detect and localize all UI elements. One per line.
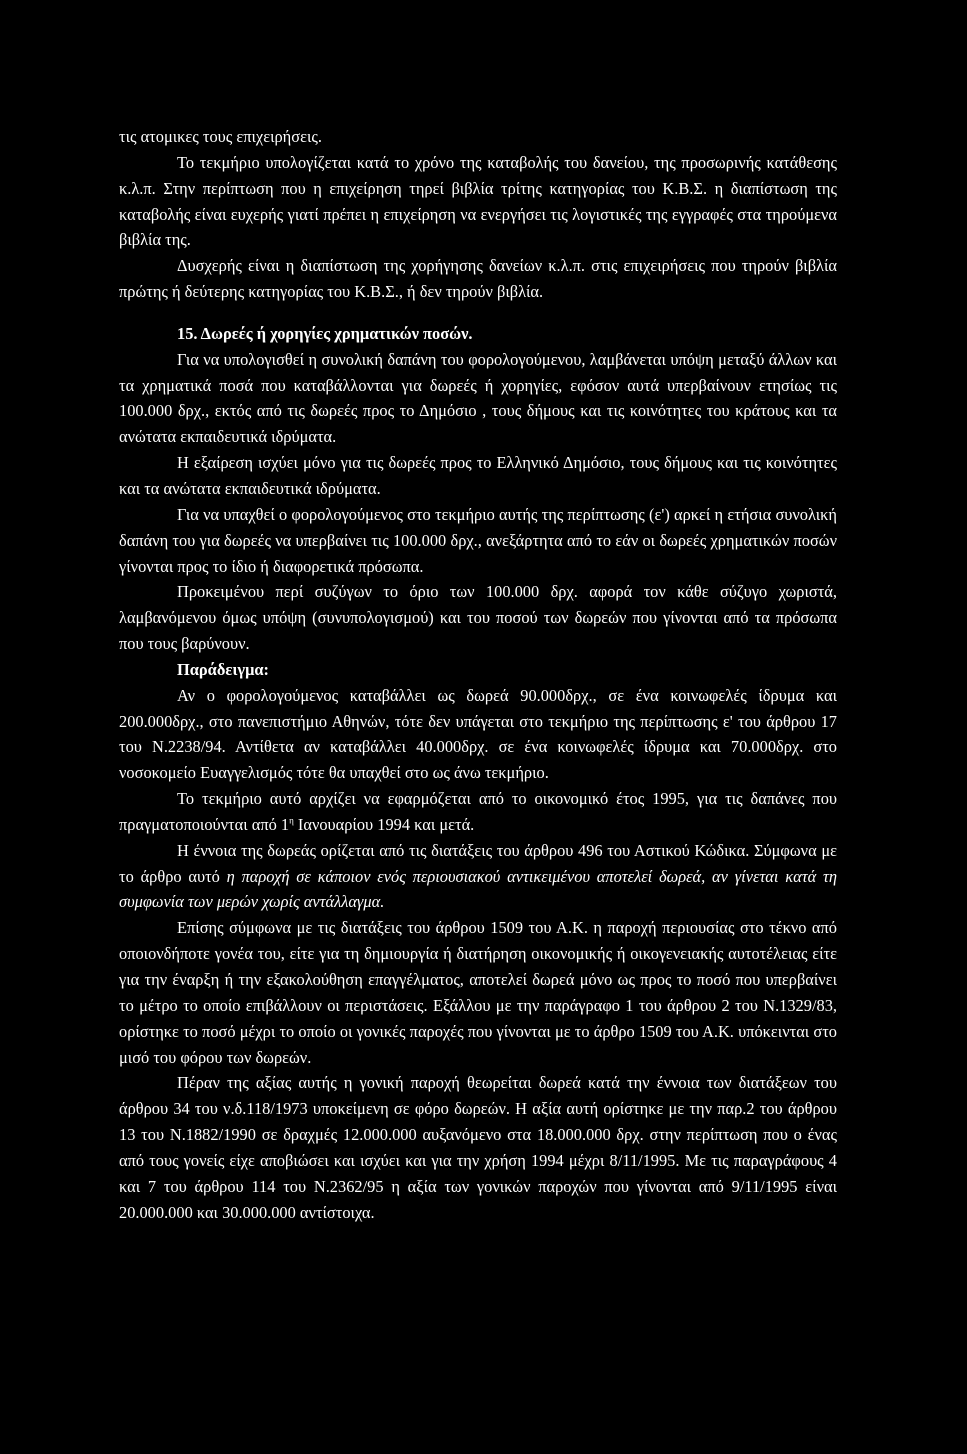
section-heading: 15. Δωρεές ή χορηγίες χρηματικών ποσών. bbox=[177, 323, 473, 343]
paragraph-text: Ιανουαρίου 1994 και μετά. bbox=[293, 814, 475, 834]
paragraph-text: Το τεκμήριο αυτό αρχίζει να εφαρμόζεται από το οικονομικό έτος 1995, για τις δαπάνες που πραγματοποιούνται από 1 bbox=[119, 789, 837, 834]
paragraph bbox=[119, 786, 837, 838]
paragraph: Για να υπολογισθεί η συνολική δαπάνη του φορολογούμενου, λαμβάνεται υπόψη μεταξύ άλλων και τα χρηματικά ποσά που καταβάλλονται για δωρεές ή χορηγίες, εφόσον αυτά υπερβαίνουν ετησίως τις 100.000 δρχ., εκτός από τις δωρεές προς το Δημόσιο , τους δήμους και τις κοινότητες του κράτους και τα ανώτατα εκπαιδευτικά ιδρύματα. bbox=[119, 349, 837, 447]
example-heading: Παράδειγμα: bbox=[177, 659, 269, 679]
paragraph bbox=[119, 838, 837, 916]
paragraph: Επίσης σύμφωνα με τις διατάξεις του άρθρου 1509 του Α.Κ. η παροχή περιουσίας στο τέκνο από οποιονδήποτε γονέα του, είτε για τη δημιουργία ή διατήρηση οικονομικής ή οικογενειακής αυτοτέλειας είτε για την έναρξη ή την εξακολούθηση επαγγέλματος, αποτελεί δωρεά μόνο ως προς το ποσό που υπερβαίνει το μέτρο το οποίο επιβάλλουν οι περιστάσεις. Εξάλλου με την παράγραφο 1 του άρθρου 2 του Ν.1329/83, ορίστηκε το ποσό μέχρι το οποίο οι γονικές παροχές που γίνονται με το άρθρο 1509 του Α.Κ. υπόκεινται στο μισό του φόρου των δωρεών. bbox=[119, 918, 837, 1067]
paragraph: Για να υπαχθεί ο φορολογούμενος στο τεκμήριο αυτής της περίπτωσης (ε') αρκεί η ετήσια συνολική δαπάνη του για δωρεές να υπερβαίνει τις 100.000 δρχ., ανεξάρτητα από το εάν οι δωρεές χρηματικών ποσών γίνονται προς το ίδιο ή διαφορετικά πρόσωπα. bbox=[119, 504, 837, 576]
paragraph: Το τεκμήριο υπολογίζεται κατά το χρόνο της καταβολής του δανείου, της προσωρινής κατάθεσης κ.λ.π. Στην περίπτωση που η επιχείρηση τηρεί βιβλία τρίτης κατηγορίας του Κ.Β.Σ. η διαπίστωση της καταβολής είναι ευχερής γιατί πρέπει η επιχείρηση να ενεργήσει τις λογιστικές της εγγραφές στα τηρούμενα βιβλία της. bbox=[119, 152, 837, 250]
body-text bbox=[119, 124, 837, 1225]
paragraph: Πέραν της αξίας αυτής η γονική παροχή θεωρείται δωρεά κατά την έννοια των διατάξεων του άρθρου 34 του ν.δ.118/1973 υποκείμενη σε φόρο δωρεών. Η αξία αυτή ορίστηκε με την παρ.2 του άρθρου 13 του Ν.1882/1990 σε δραχμές 12.000.000 αυξανόμενο στα 18.000.000 δρχ. στην περίπτωση που ο ένας από τους γονείς είχε αποβιώσει και ισχύει και για την χρήση 1994 μέχρι 8/11/1995. Με τις παραγράφους 4 και 7 του άρθρου 114 του Ν.2362/95 η αξία των γονικών παροχών που γίνονται από 9/11/1995 είναι 20.000.000 και 30.000.000 αντίστοιχα. bbox=[119, 1073, 837, 1222]
paragraph: Προκειμένου περί συζύγων το όριο των 100.000 δρχ. αφορά τον κάθε σύζυγο χωριστά, λαμβανόμενου όμως υπόψη (συνυπολογισμού) και του ποσού των δωρεών που γίνονται από τα πρόσωπα που τους βαρύνουν. bbox=[119, 582, 837, 654]
paragraph: τις ατομικες τους επιχειρήσεις. bbox=[119, 127, 322, 146]
paragraph: Η εξαίρεση ισχύει μόνο για τις δωρεές προς το Ελληνικό Δημόσιο, τους δήμους και τις κοινότητες και τα ανώτατα εκπαιδευτικά ιδρύματα. bbox=[119, 453, 837, 498]
paragraph-text: Η έννοια της δωρεάς ορίζεται από τις διατάξεις του άρθρου 496 του Αστικού Κώδικα. Σύμφωνα με το άρθρο αυτό bbox=[119, 840, 837, 886]
superscript: η bbox=[289, 815, 294, 826]
italic-quote: η παροχή σε κάποιον ενός περιουσιακού αντικειμένου αποτελεί δωρεά, αν γίνεται κατά τη συμφωνία των μερών χωρίς αντάλλαγμα. bbox=[119, 866, 837, 912]
paragraph: Δυσχερής είναι η διαπίστωση της χορήγησης δανείων κ.λ.π. στις επιχειρήσεις που τηρούν βιβλία πρώτης ή δεύτερης κατηγορίας του Κ.Β.Σ., ή δεν τηρούν βιβλία. bbox=[119, 256, 837, 302]
paragraph: Αν ο φορολογούμενος καταβάλλει ως δωρεά 90.000δρχ., σε ένα κοινωφελές ίδρυμα και 200.000δρχ., στο πανεπιστήμιο Αθηνών, τότε δεν υπάγεται στο τεκμήριο της περίπτωσης ε' του άρθρου 17 του Ν.2238/94. Αντίθετα αν καταβάλλει 40.000δρχ. σε ένα κοινωφελές ίδρυμα και 70.000δρχ. στο νοσοκομείο Ευαγγελισμός τότε θα υπαχθεί στο ως άνω τεκμήριο. bbox=[119, 685, 837, 783]
